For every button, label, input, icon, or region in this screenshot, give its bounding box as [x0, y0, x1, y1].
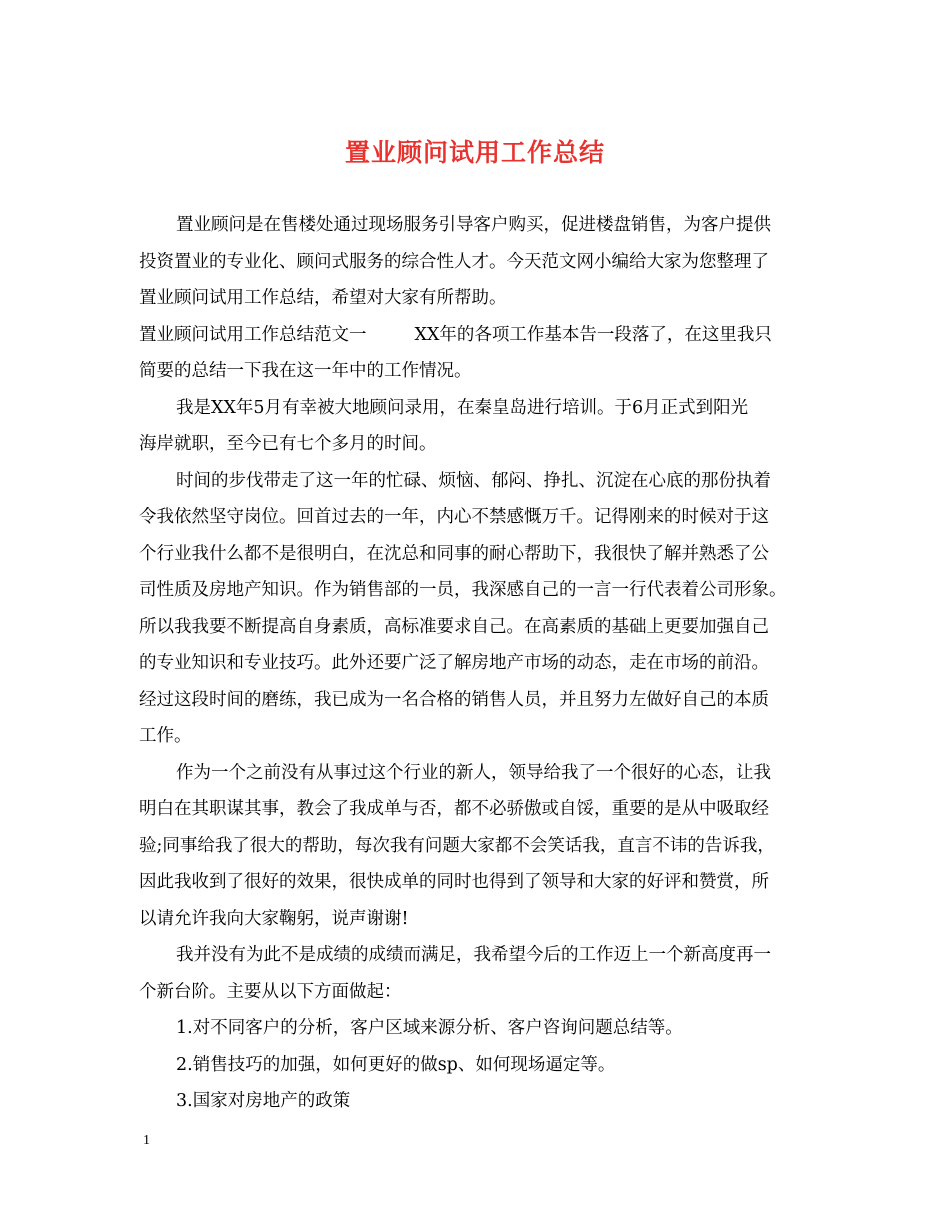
sample-heading-line — [139, 317, 819, 354]
page-number: 1 — [143, 1133, 150, 1148]
list-item: 1.对不同客户的分析，客户区域来源分析、客户咨询问题总结等。 — [176, 1018, 683, 1038]
list-item: 3.国家对房地产的政策 — [176, 1091, 351, 1111]
list-item: 2.销售技巧的加强，如何更好的做sp、如何现场逼定等。 — [176, 1054, 616, 1075]
sample-heading: 置业顾问试用工作总结范文一 — [139, 324, 367, 345]
text-line: 因此我收到了很好的效果，很快成单的同时也得到了领导和大家的好评和赞赏，所 — [139, 872, 769, 892]
text-line: 司性质及房地产知识。作为销售部的一员，我深感自己的一言一行代表着公司形象。 — [139, 580, 787, 600]
text-line: 投资置业的专业化、顾问式服务的综合性人才。今天范文网小编给大家为您整理了 — [139, 251, 769, 272]
text-line: 我并没有为此不是成绩的成绩而满足，我希望今后的工作迈上一个新高度再一 — [176, 945, 771, 965]
text-line: 简要的总结一下我在这一年中的工作情况。 — [139, 361, 472, 381]
text-line: 置业顾问是在售楼处通过现场服务引导客户购买，促进楼盘销售，为客户提供 — [176, 215, 771, 235]
text-line: 经过这段时间的磨练，我已成为一名合格的销售人员，并且努力左做好自己的本质 — [139, 689, 769, 710]
text-line: 所以我我要不断提高自身素质，高标准要求自己。在高素质的基础上更要加强自己 — [139, 616, 769, 637]
text-line: 验;同事给我了很大的帮助，每次我有问题大家都不会笑话我，直言不讳的告诉我， — [139, 835, 775, 856]
text-line: 的专业知识和专业技巧。此外还要广泛了解房地产市场的动态，走在市场的前沿。 — [139, 653, 769, 673]
text-line: 置业顾问试用工作总结，希望对大家有所帮助。 — [139, 288, 507, 308]
text-line: 个行业我什么都不是很明白，在沈总和同事的耐心帮助下，我很快了解并熟悉了公 — [139, 543, 769, 564]
text-line: 作为一个之前没有从事过这个行业的新人，领导给我了一个很好的心态，让我 — [176, 762, 771, 783]
document-title: 置业顾问试用工作总结 — [344, 138, 605, 167]
text-line: 工作。 — [139, 726, 192, 746]
document-body — [139, 207, 819, 1120]
text-line: 海岸就职，至今已有七个多月的时间。 — [139, 434, 437, 454]
text-line: 个新台阶。主要从以下方面做起： — [139, 981, 402, 1002]
text-line: 我是XX年5月有幸被大地顾问录用，在秦皇岛进行培训。于6月正式到阳光 — [176, 397, 749, 418]
sample-heading-continuation: XX年的各项工作基本告一段落了，在这里我只 — [414, 324, 772, 345]
text-line: 时间的步伐带走了这一年的忙碌、烦恼、郁闷、挣扎、沉淀在心底的那份执着 — [176, 470, 771, 491]
text-line: 令我依然坚守岗位。回首过去的一年，内心不禁感慨万千。记得刚来的时候对于这 — [139, 507, 769, 527]
text-line: 明白在其职谋其事，教会了我成单与否，都不必骄傲或自馁，重要的是从中吸取经 — [139, 799, 769, 819]
text-line: 以请允许我向大家鞠躬，说声谢谢! — [139, 908, 409, 929]
